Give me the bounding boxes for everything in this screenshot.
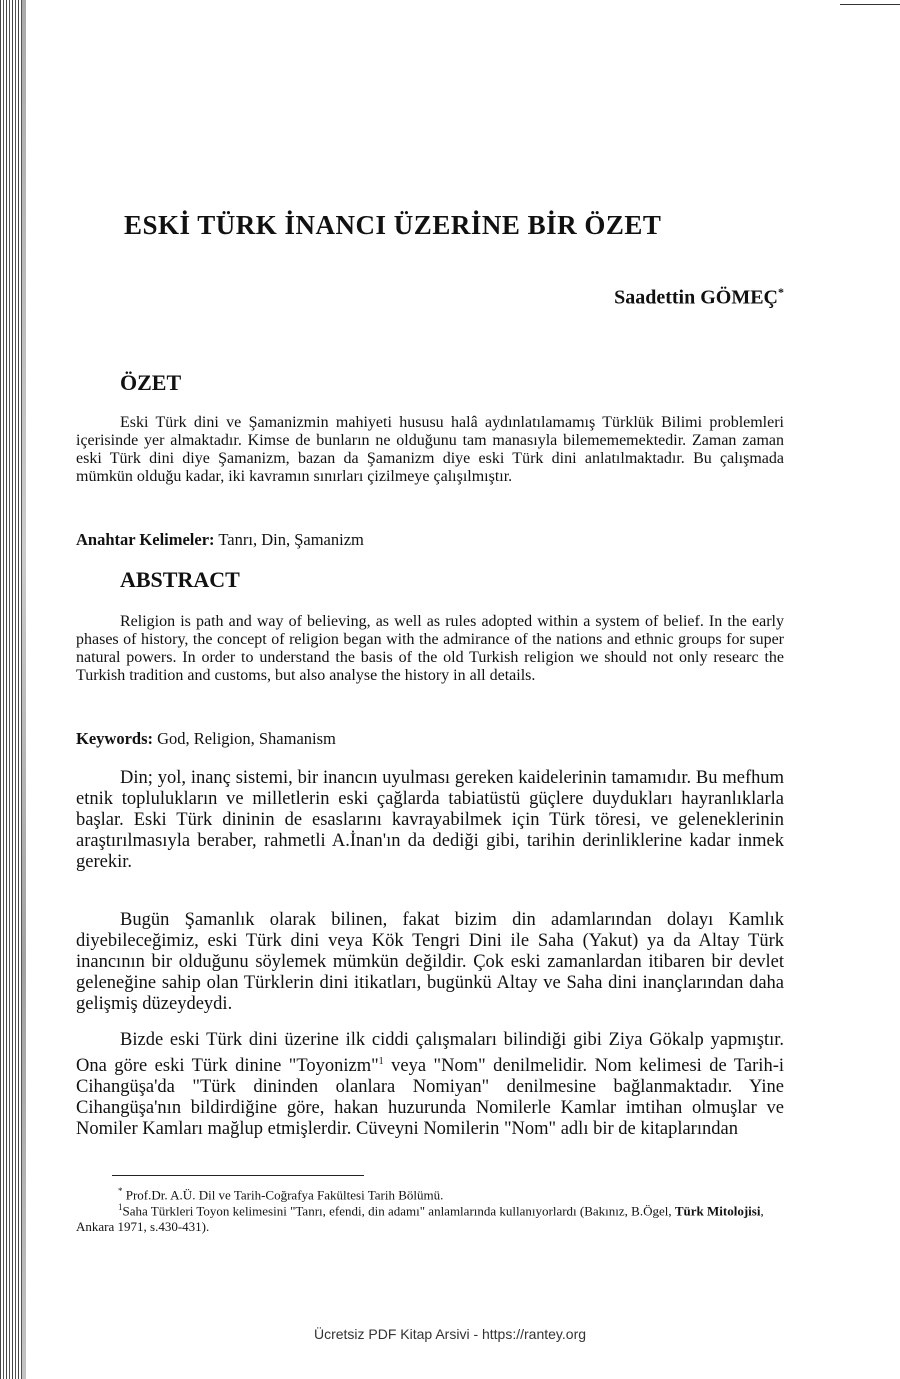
abstract-keywords-label: Keywords: [76,729,153,748]
body-paragraph-2: Bugün Şamanlık olarak bilinen, fakat bizim din adamlarından dolayı Kamlık diyebileceğimiz, eski Türk dini veya Kök Tengri Dini ile Saha (Yakut) ya da Altay Türk inancının bir olduğunu söylemek mümkün değildir. Çok eski zamanlardan itibaren bir devlet geleneğine sahip olan Türklerin dini itikatları, bugünkü Altay ve Saha dini inançlarından daha gelişmiş düzeydeydi. [76,910,784,1014]
scan-edge [0,0,22,1379]
author-name: Saadettin GÖMEÇ [614,286,778,309]
footnote-2 [76,1199,784,1235]
scan-shadow [22,0,26,1379]
footnote-2-book-title: Türk Mitolojisi [674,1203,761,1219]
ozet-keywords-value: Tanrı, Din, Şamanizm [218,530,364,549]
top-rule [840,4,900,5]
article-title: ESKİ TÜRK İNANCI ÜZERİNE BİR ÖZET [124,210,662,240]
body-paragraph-3 [76,1030,784,1140]
abstract-text: Religion is path and way of believing, as well as rules adopted within a system of belief. In the early phases of history, the concept of religion began with the admirance of the nations and ethnic groups for super natural powers. In order to understand the basis of the old Turkish religion we should not only researc the Turkish tradition and customs, but also analyse the history in all details. [76,613,784,684]
ozet-text: Eski Türk dini ve Şamanizmin mahiyeti hususu halâ aydınlatılamamış Türklük Bilimi problemleri içerisinde yer almaktadır. Kimse de bunların ne olduğunu tam manasıyla bilemememektedir. Zaman zaman eski Türk dini diye Şamanizm, bazan da Şamanizm diye eski Türk dini anlatılmaktadır. Bu çalışmada mümkün olduğu kadar, iki kavramın sınırları çizilmeye çalışılmıştır. [76,414,784,485]
ozet-keywords [76,530,364,550]
abstract-keywords-value: God, Religion, Shamanism [157,729,336,748]
abstract-keywords [76,729,336,749]
footnote-2-mark: 1 [118,1202,123,1212]
body-paragraph-3-part-a: Bizde eski Türk dini üzerine ilk ciddi çalışmaları bilindiği gibi Ziya Gökalp yapmıştır. Ona göre eski Türk dinine "Toyonizm" [76,1030,784,1077]
footnote-2-text-a: Saha Türkleri Toyon kelimesini "Tanrı, efendi, din adamı" anlamlarında kullanıyorlardı (Bakınız, B.Ögel, [122,1203,675,1219]
ozet-heading: ÖZET [120,370,182,395]
author-footnote-mark: * [778,285,784,299]
footnote-ref-1[interactable]: 1 [378,1056,384,1067]
page-footer-watermark: Ücretsiz PDF Kitap Arsivi - https://rantey.org [313,1326,587,1342]
body-paragraph-3-part-b: veya "Nom" denilmelidir. Nom kelimesi de Tarih-i Cihangüşa'da "Türk dininden olanlara Nomiyan" denilmesine bağlanmaktadır. Yine Cihangüşa'nın bildirdiğine göre, hakan huzurunda Nomilerle Kamlar imtihan olmuşlar ve Nomiler Kamları mağlup etmişlerdir. Cüveyni Nomilerin "Nom" adlı bir de kitaplarından [76,1056,784,1140]
ozet-keywords-label: Anahtar Kelimeler: [76,530,215,549]
author [614,285,784,310]
footnote-1-text: Prof.Dr. A.Ü. Dil ve Tarih-Coğrafya Fakültesi Tarih Bölümü. [122,1187,444,1203]
footnote-rule [112,1175,364,1176]
footnote-1-mark: * [118,1186,123,1196]
abstract-heading: ABSTRACT [120,567,240,592]
footnote-2-text-b: , Ankara 1971, s.430-431). [76,1203,764,1235]
body-paragraph-1: Din; yol, inanç sistemi, bir inancın uyulması gereken kaidelerinin tamamıdır. Bu mefhum etnik toplulukların ve milletlerin eski çağlarda tabiatüstü güçlere duydukları hayranlıklarla başlar. Eski Türk dininin de esaslarını kavrayabilmek için Türk töresi, ve geleneklerinin araştırılmasıyla beraber, rahmetli A.İnan'ın da dediği gibi, tarihin derinliklerine kadar inmek gerekir. [76,768,784,872]
